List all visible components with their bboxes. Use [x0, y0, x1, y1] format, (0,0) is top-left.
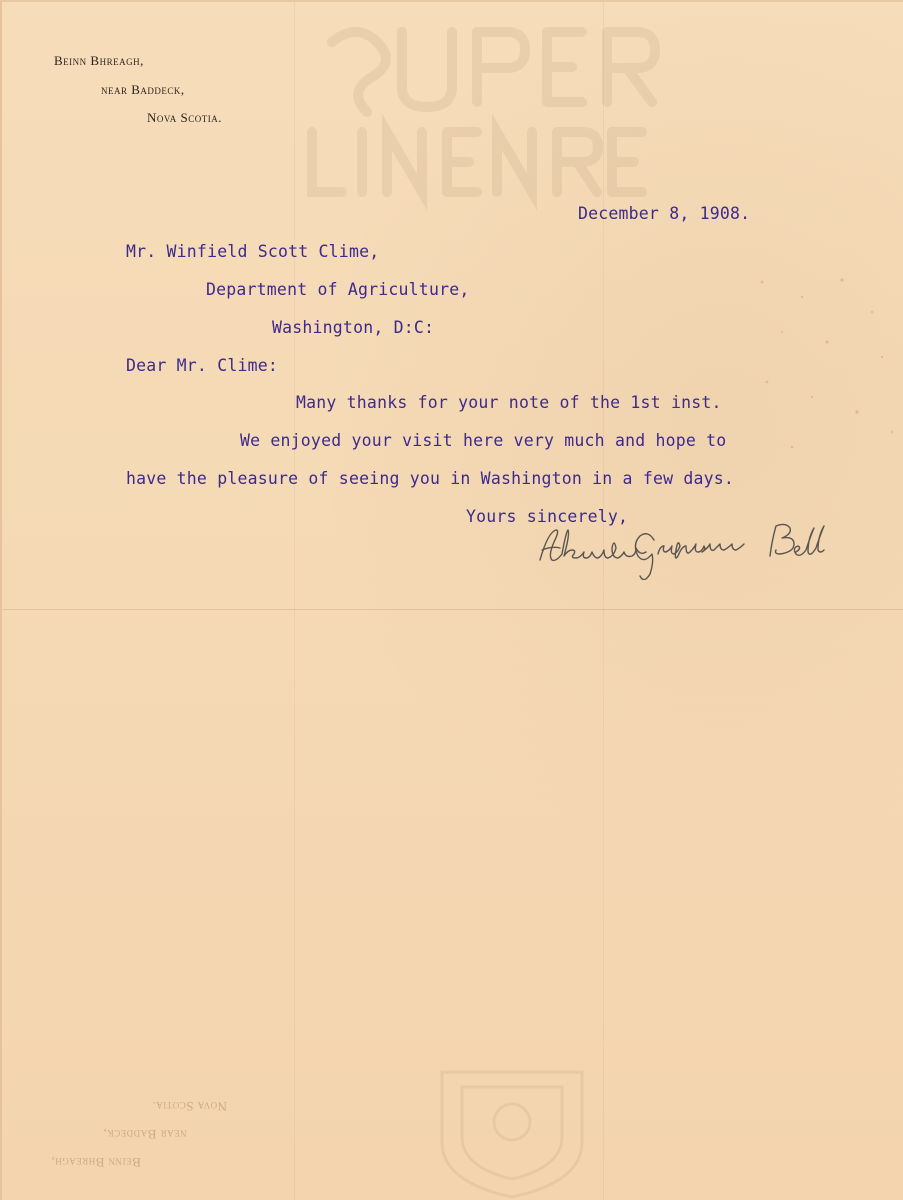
letterhead-line-3: Nova Scotia.	[147, 110, 222, 125]
letter-date: December 8, 1908.	[578, 204, 751, 223]
bleed-through-line-2: near Baddeck,	[103, 1127, 187, 1142]
bleed-through-line-1: Beinn Bhreagh,	[51, 1155, 141, 1170]
recipient-department: Department of Agriculture,	[206, 280, 470, 299]
paper-foxing	[742, 262, 902, 462]
watermark-bleed	[292, 12, 682, 212]
fold-line-horizontal	[2, 609, 903, 610]
recipient-city: Washington, D:C:	[272, 318, 435, 337]
recipient-name: Mr. Winfield Scott Clime,	[126, 242, 380, 261]
letterhead-line-1: Beinn Bhreagh,	[54, 53, 144, 68]
letter-greeting: Dear Mr. Clime:	[126, 356, 279, 375]
letterhead-line-2: near Baddeck,	[101, 82, 185, 97]
letter-paragraph-1: Many thanks for your note of the 1st inst.	[296, 393, 722, 412]
handwritten-signature	[534, 520, 834, 580]
crest-watermark	[422, 1062, 602, 1200]
letter-paragraph-2-line-2: have the pleasure of seeing you in Washington in a few days.	[126, 469, 735, 488]
letter-paragraph-2-line-1: We enjoyed your visit here very much and hope to	[240, 431, 727, 450]
letter-closing: Yours sincerely,	[466, 507, 629, 526]
bleed-through-line-3: Nova Scotia.	[152, 1099, 227, 1114]
